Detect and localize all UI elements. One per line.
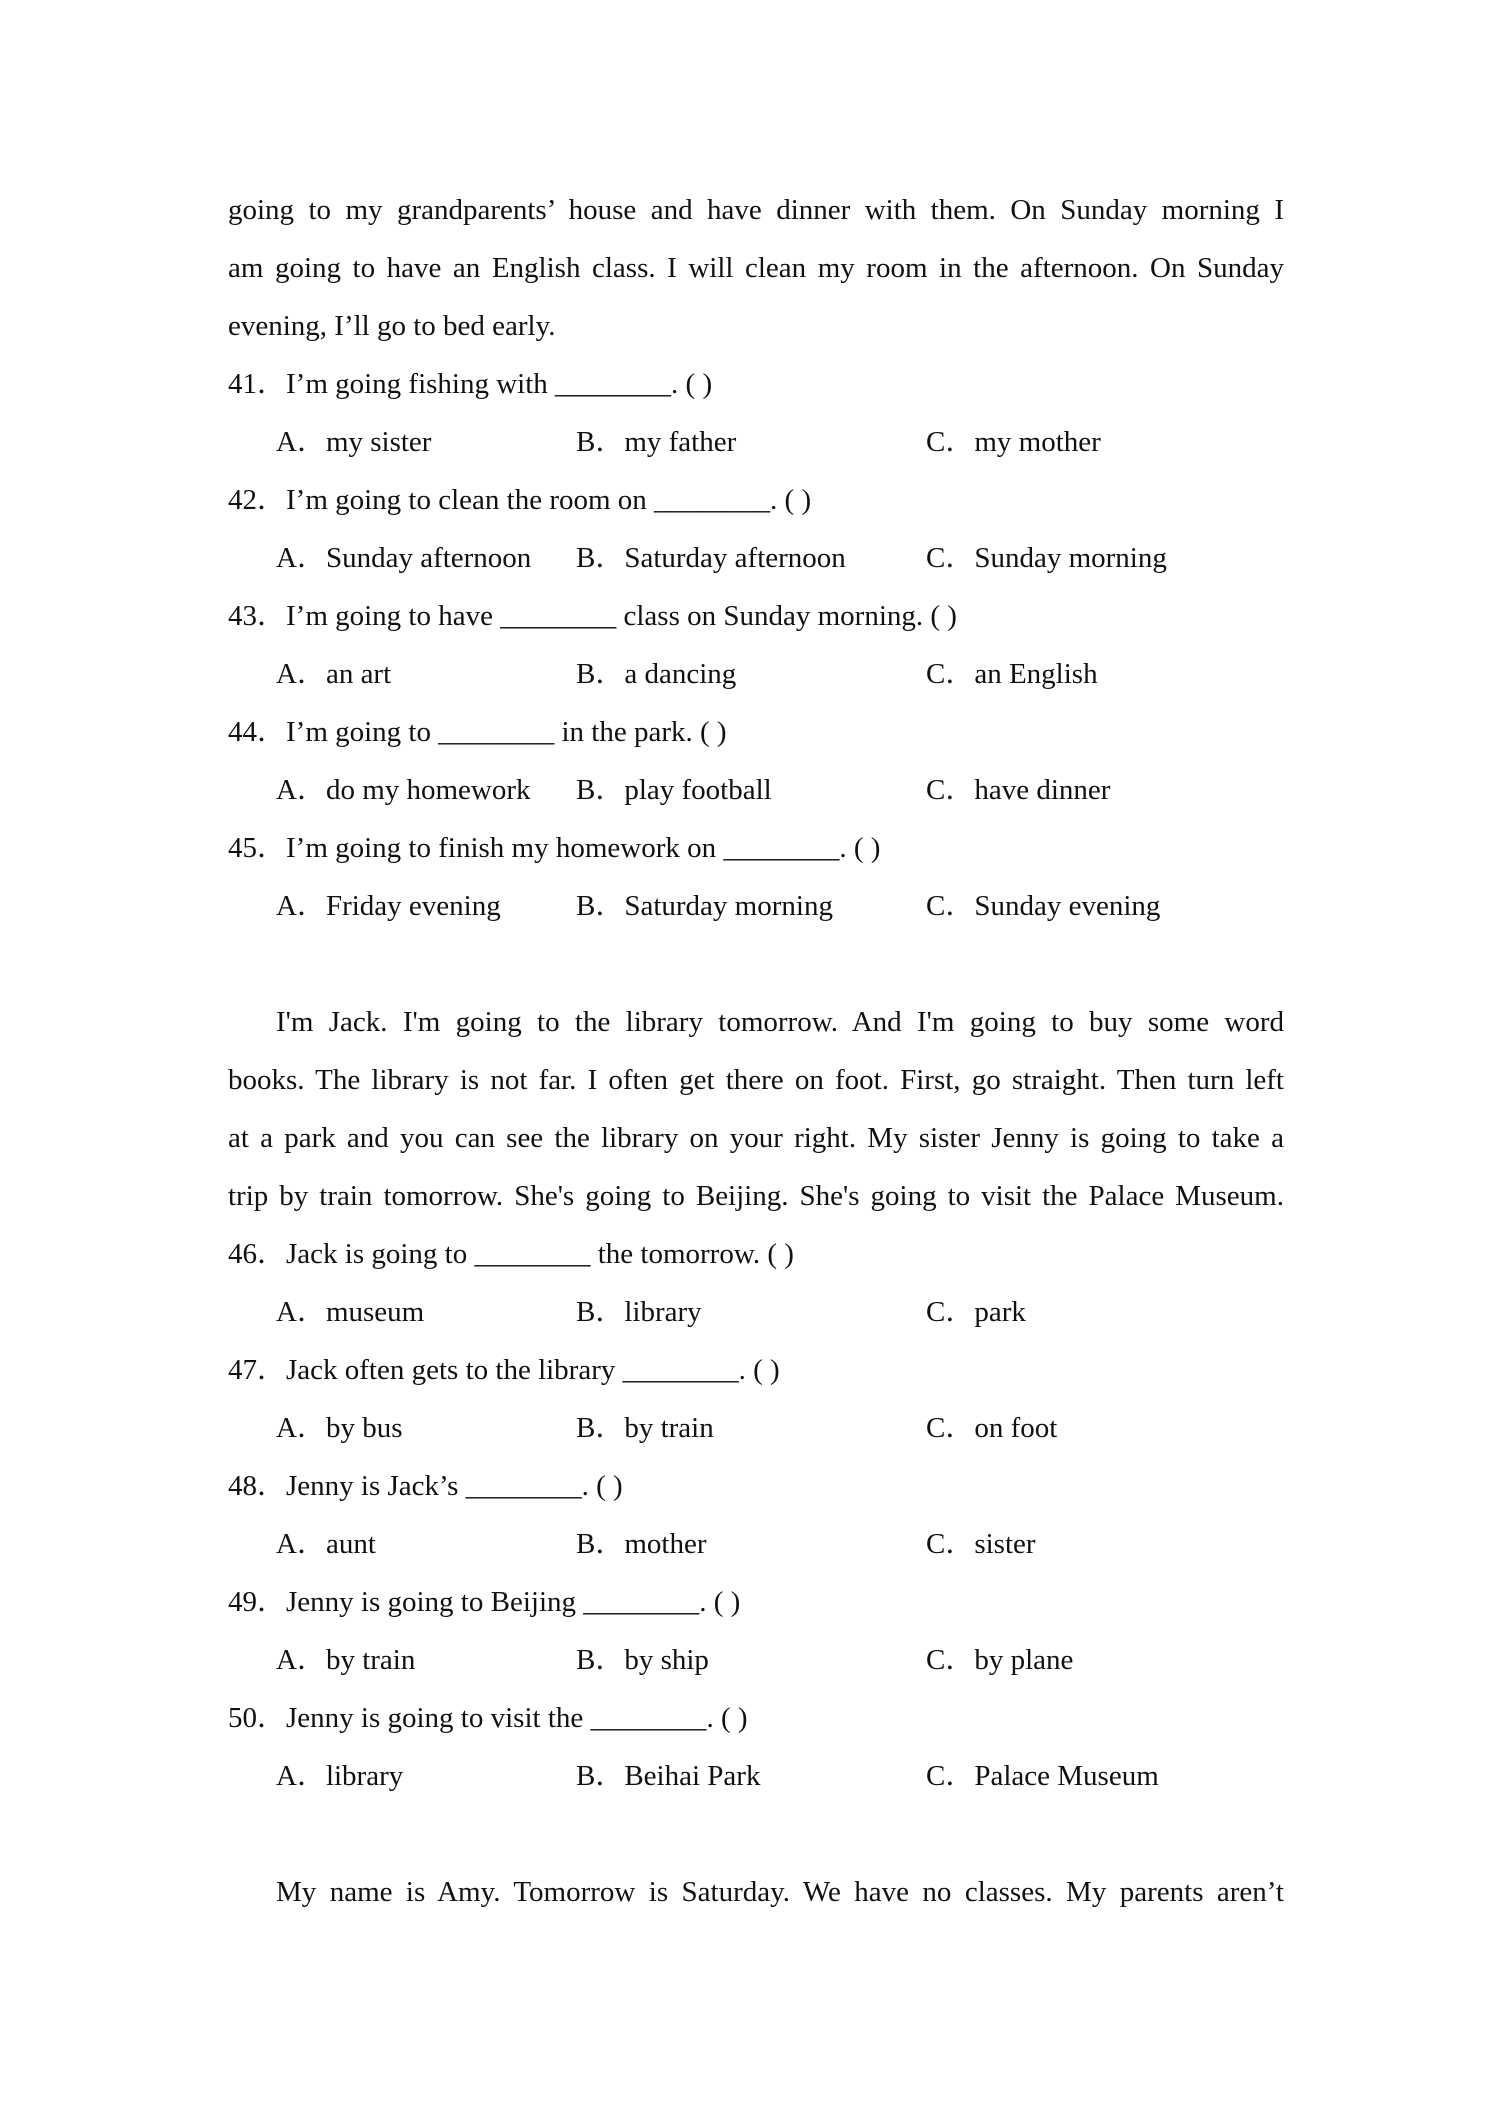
passage1-line-1: going to my grandparents’ house and have dinner with them. On Sunday morning I [228, 194, 1284, 226]
question-48-option-c: C．sister [926, 1528, 1036, 1560]
passage2-line-4: trip by train tomorrow. She's going to Beijing. She's going to visit the Palace Museum. [228, 1180, 1284, 1212]
question-45-option-c: C．Sunday evening [926, 890, 1161, 922]
question-49-option-c: C．by plane [926, 1644, 1074, 1676]
question-44-option-c: C．have dinner [926, 774, 1111, 806]
question-42-option-a: A．Sunday afternoon [276, 542, 532, 574]
question-47-option-b: B．by train [576, 1412, 714, 1444]
question-48: 48．Jenny is Jack’s ________. ( ) [228, 1470, 623, 1502]
question-42-option-b: B．Saturday afternoon [576, 542, 846, 574]
passage2-line-2: books. The library is not far. I often get there on foot. First, go straight. Then turn left [228, 1064, 1284, 1096]
question-47-option-a: A．by bus [276, 1412, 403, 1444]
question-50-option-c: C．Palace Museum [926, 1760, 1159, 1792]
question-45-option-a: A．Friday evening [276, 890, 501, 922]
question-42: 42．I’m going to clean the room on ________. ( ) [228, 484, 812, 516]
question-42-option-c: C．Sunday morning [926, 542, 1167, 574]
passage1-line-2: am going to have an English class. I will clean my room in the afternoon. On Sunday [228, 252, 1284, 284]
question-48-option-a: A．aunt [276, 1528, 376, 1560]
question-49-option-b: B．by ship [576, 1644, 709, 1676]
question-43: 43．I’m going to have ________ class on Sunday morning. ( ) [228, 600, 957, 632]
question-49-option-a: A．by train [276, 1644, 416, 1676]
question-44: 44．I’m going to ________ in the park. ( ) [228, 716, 727, 748]
question-50-option-b: B．Beihai Park [576, 1760, 761, 1792]
question-41-option-b: B．my father [576, 426, 737, 458]
question-50-option-a: A．library [276, 1760, 404, 1792]
question-46: 46．Jack is going to ________ the tomorrow. ( ) [228, 1238, 794, 1270]
question-46-option-a: A．museum [276, 1296, 425, 1328]
question-45: 45．I’m going to finish my homework on ________. ( ) [228, 832, 881, 864]
question-47: 47．Jack often gets to the library ________. ( ) [228, 1354, 780, 1386]
question-44-option-b: B．play football [576, 774, 772, 806]
passage2-line-1: I'm Jack. I'm going to the library tomorrow. And I'm going to buy some word [276, 1006, 1284, 1038]
question-41: 41．I’m going fishing with ________. ( ) [228, 368, 713, 400]
passage1-line-3: evening, I’ll go to bed early. [228, 310, 556, 342]
question-48-option-b: B．mother [576, 1528, 707, 1560]
question-41-option-a: A．my sister [276, 426, 432, 458]
question-43-option-c: C．an English [926, 658, 1098, 690]
passage2-line-3: at a park and you can see the library on your right. My sister Jenny is going to take a [228, 1122, 1284, 1154]
question-41-option-c: C．my mother [926, 426, 1101, 458]
question-43-option-a: A．an art [276, 658, 392, 690]
question-46-option-b: B．library [576, 1296, 702, 1328]
question-44-option-a: A．do my homework [276, 774, 531, 806]
question-49: 49．Jenny is going to Beijing ________. ( ) [228, 1586, 741, 1618]
question-47-option-c: C．on foot [926, 1412, 1058, 1444]
question-50: 50．Jenny is going to visit the ________. ( ) [228, 1702, 748, 1734]
question-46-option-c: C．park [926, 1296, 1026, 1328]
passage3-line-1: My name is Amy. Tomorrow is Saturday. We have no classes. My parents aren’t [276, 1876, 1284, 1908]
question-45-option-b: B．Saturday morning [576, 890, 833, 922]
question-43-option-b: B．a dancing [576, 658, 737, 690]
